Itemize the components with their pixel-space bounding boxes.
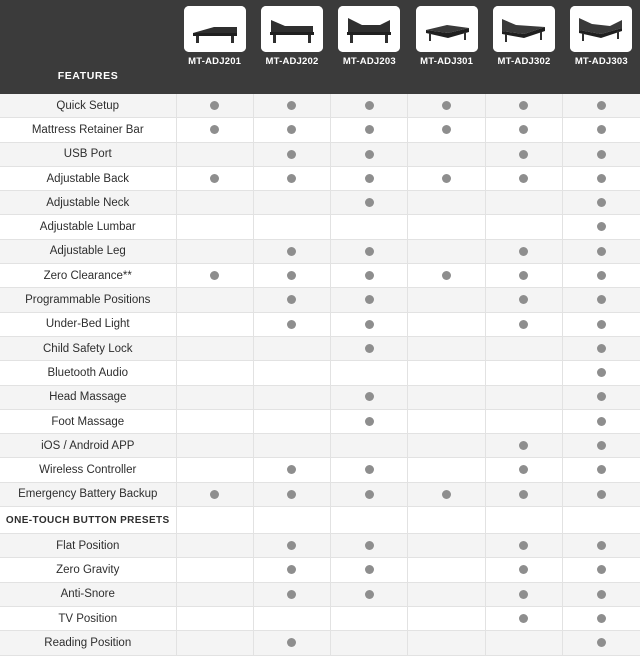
feature-dot: [519, 174, 528, 183]
feature-dot: [597, 614, 606, 623]
cell-16-0: [176, 482, 253, 506]
product-column-header-5: [485, 0, 562, 94]
feature-dot: [597, 490, 606, 499]
cell-3-2: [331, 166, 408, 190]
bed-zero-gravity-icon: [570, 6, 632, 52]
cell-19-3: [408, 582, 485, 606]
feature-dot: [597, 247, 606, 256]
table-row: [0, 558, 640, 582]
feature-dot: [365, 101, 374, 110]
cell-18-1: [253, 558, 330, 582]
cell-7-3: [408, 264, 485, 288]
cell-10-4: [485, 336, 562, 360]
section-spacer-5: [563, 507, 640, 534]
feature-dot: [519, 295, 528, 304]
cell-6-0: [176, 239, 253, 263]
feature-dot: [519, 125, 528, 134]
feature-dot: [287, 465, 296, 474]
feature-dot: [597, 198, 606, 207]
table-row: [0, 118, 640, 142]
feature-label: Flat Position: [0, 534, 176, 558]
cell-5-1: [253, 215, 330, 239]
feature-dot: [519, 247, 528, 256]
feature-label: Adjustable Leg: [0, 239, 176, 263]
cell-13-0: [176, 409, 253, 433]
product-column-header-4: [408, 0, 485, 94]
feature-dot: [287, 565, 296, 574]
feature-label: Foot Massage: [0, 409, 176, 433]
feature-dot: [287, 271, 296, 280]
cell-2-3: [408, 142, 485, 166]
feature-dot: [365, 565, 374, 574]
feature-dot: [365, 125, 374, 134]
feature-dot: [597, 465, 606, 474]
feature-dot: [519, 565, 528, 574]
feature-dot: [365, 198, 374, 207]
feature-dot: [597, 392, 606, 401]
feature-dot: [519, 590, 528, 599]
cell-2-1: [253, 142, 330, 166]
feature-dot: [210, 101, 219, 110]
table-row: [0, 409, 640, 433]
table-row: [0, 191, 640, 215]
cell-6-2: [331, 239, 408, 263]
feature-dot: [519, 465, 528, 474]
table-row: [0, 215, 640, 239]
cell-17-3: [408, 534, 485, 558]
cell-20-5: [563, 606, 640, 630]
cell-14-5: [563, 434, 640, 458]
product-column-header-3: [331, 0, 408, 94]
cell-16-3: [408, 482, 485, 506]
cell-19-4: [485, 582, 562, 606]
feature-dot: [597, 344, 606, 353]
cell-13-5: [563, 409, 640, 433]
cell-8-0: [176, 288, 253, 312]
cell-7-1: [253, 264, 330, 288]
cell-4-1: [253, 191, 330, 215]
feature-dot: [519, 614, 528, 623]
feature-dot: [287, 247, 296, 256]
cell-18-0: [176, 558, 253, 582]
cell-11-5: [563, 361, 640, 385]
cell-2-5: [563, 142, 640, 166]
cell-6-1: [253, 239, 330, 263]
feature-dot: [287, 125, 296, 134]
product-name-4: MT-ADJ301: [420, 56, 474, 67]
cell-9-5: [563, 312, 640, 336]
feature-label: Child Safety Lock: [0, 336, 176, 360]
cell-3-1: [253, 166, 330, 190]
cell-3-4: [485, 166, 562, 190]
cell-12-3: [408, 385, 485, 409]
cell-8-4: [485, 288, 562, 312]
cell-4-5: [563, 191, 640, 215]
cell-13-1: [253, 409, 330, 433]
feature-dot: [597, 565, 606, 574]
cell-6-4: [485, 239, 562, 263]
cell-1-3: [408, 118, 485, 142]
cell-9-0: [176, 312, 253, 336]
cell-11-2: [331, 361, 408, 385]
feature-dot: [597, 417, 606, 426]
cell-7-4: [485, 264, 562, 288]
section-spacer-2: [331, 507, 408, 534]
cell-9-4: [485, 312, 562, 336]
cell-5-2: [331, 215, 408, 239]
feature-label: Bluetooth Audio: [0, 361, 176, 385]
cell-15-1: [253, 458, 330, 482]
feature-label: Emergency Battery Backup: [0, 482, 176, 506]
cell-10-5: [563, 336, 640, 360]
feature-dot: [365, 344, 374, 353]
feature-label: Reading Position: [0, 631, 176, 655]
feature-dot: [365, 271, 374, 280]
feature-label: USB Port: [0, 142, 176, 166]
feature-dot: [287, 320, 296, 329]
feature-label: Wireless Controller: [0, 458, 176, 482]
cell-0-0: [176, 94, 253, 118]
cell-13-2: [331, 409, 408, 433]
section-spacer-3: [408, 507, 485, 534]
feature-dot: [210, 271, 219, 280]
cell-12-2: [331, 385, 408, 409]
table-row: [0, 582, 640, 606]
section-spacer-1: [253, 507, 330, 534]
cell-16-2: [331, 482, 408, 506]
cell-13-4: [485, 409, 562, 433]
cell-16-1: [253, 482, 330, 506]
cell-18-2: [331, 558, 408, 582]
cell-6-5: [563, 239, 640, 263]
feature-dot: [597, 222, 606, 231]
cell-15-0: [176, 458, 253, 482]
cell-15-5: [563, 458, 640, 482]
cell-13-3: [408, 409, 485, 433]
cell-3-0: [176, 166, 253, 190]
cell-16-5: [563, 482, 640, 506]
cell-18-4: [485, 558, 562, 582]
feature-dot: [442, 101, 451, 110]
table-row: [0, 606, 640, 630]
table-row: [0, 458, 640, 482]
cell-16-4: [485, 482, 562, 506]
cell-1-0: [176, 118, 253, 142]
bed-head-foot-raised-icon: [338, 6, 400, 52]
cell-15-2: [331, 458, 408, 482]
product-name-3: MT-ADJ203: [342, 56, 396, 67]
cell-14-4: [485, 434, 562, 458]
table-row: [0, 534, 640, 558]
table-header: [0, 0, 640, 94]
feature-dot: [519, 541, 528, 550]
cell-7-2: [331, 264, 408, 288]
cell-19-1: [253, 582, 330, 606]
cell-7-5: [563, 264, 640, 288]
feature-dot: [365, 295, 374, 304]
feature-dot: [287, 541, 296, 550]
cell-8-5: [563, 288, 640, 312]
section-spacer-0: [176, 507, 253, 534]
cell-12-5: [563, 385, 640, 409]
cell-3-3: [408, 166, 485, 190]
cell-10-2: [331, 336, 408, 360]
cell-9-1: [253, 312, 330, 336]
feature-dot: [597, 174, 606, 183]
cell-10-0: [176, 336, 253, 360]
cell-7-0: [176, 264, 253, 288]
table-row: [0, 166, 640, 190]
bed-head-raised-frame-icon: [493, 6, 555, 52]
cell-0-4: [485, 94, 562, 118]
product-name-6: MT-ADJ303: [574, 56, 628, 67]
cell-8-1: [253, 288, 330, 312]
cell-18-5: [563, 558, 640, 582]
feature-dot: [210, 174, 219, 183]
table-row: [0, 361, 640, 385]
table-row: [0, 94, 640, 118]
feature-dot: [597, 150, 606, 159]
feature-dot: [597, 590, 606, 599]
section-spacer-4: [485, 507, 562, 534]
feature-label: Head Massage: [0, 385, 176, 409]
product-name-5: MT-ADJ302: [497, 56, 551, 67]
cell-11-3: [408, 361, 485, 385]
table-row: [0, 288, 640, 312]
table-row: [0, 336, 640, 360]
cell-19-0: [176, 582, 253, 606]
cell-5-4: [485, 215, 562, 239]
feature-dot: [597, 101, 606, 110]
table-row: [0, 142, 640, 166]
cell-20-0: [176, 606, 253, 630]
feature-dot: [365, 150, 374, 159]
cell-12-4: [485, 385, 562, 409]
cell-9-2: [331, 312, 408, 336]
cell-21-1: [253, 631, 330, 655]
feature-dot: [519, 320, 528, 329]
table-body: [0, 94, 640, 655]
cell-11-1: [253, 361, 330, 385]
cell-17-5: [563, 534, 640, 558]
cell-8-2: [331, 288, 408, 312]
feature-dot: [442, 490, 451, 499]
bed-head-raised-icon: [261, 6, 323, 52]
cell-4-2: [331, 191, 408, 215]
bed-flat-icon: [184, 6, 246, 52]
cell-10-1: [253, 336, 330, 360]
feature-dot: [365, 392, 374, 401]
cell-12-0: [176, 385, 253, 409]
cell-5-0: [176, 215, 253, 239]
cell-3-5: [563, 166, 640, 190]
cell-15-4: [485, 458, 562, 482]
cell-19-5: [563, 582, 640, 606]
feature-dot: [365, 417, 374, 426]
cell-14-2: [331, 434, 408, 458]
cell-6-3: [408, 239, 485, 263]
feature-dot: [365, 590, 374, 599]
cell-1-4: [485, 118, 562, 142]
feature-dot: [442, 125, 451, 134]
section-label: ONE-TOUCH BUTTON PRESETS: [0, 507, 176, 534]
cell-14-1: [253, 434, 330, 458]
feature-label: TV Position: [0, 606, 176, 630]
cell-20-1: [253, 606, 330, 630]
feature-dot: [287, 590, 296, 599]
cell-10-3: [408, 336, 485, 360]
cell-12-1: [253, 385, 330, 409]
feature-dot: [597, 125, 606, 134]
feature-dot: [365, 490, 374, 499]
features-column-header: FEATURES: [0, 0, 176, 94]
cell-4-4: [485, 191, 562, 215]
cell-17-4: [485, 534, 562, 558]
feature-label: Mattress Retainer Bar: [0, 118, 176, 142]
cell-14-3: [408, 434, 485, 458]
feature-dot: [287, 490, 296, 499]
table-row: [0, 385, 640, 409]
product-name-1: MT-ADJ201: [188, 56, 242, 67]
feature-dot: [365, 465, 374, 474]
cell-11-0: [176, 361, 253, 385]
table-row: [0, 434, 640, 458]
cell-0-3: [408, 94, 485, 118]
cell-0-5: [563, 94, 640, 118]
product-name-2: MT-ADJ202: [265, 56, 319, 67]
cell-2-4: [485, 142, 562, 166]
feature-label: Zero Clearance**: [0, 264, 176, 288]
feature-label: Adjustable Back: [0, 166, 176, 190]
cell-15-3: [408, 458, 485, 482]
cell-4-0: [176, 191, 253, 215]
feature-dot: [287, 174, 296, 183]
feature-dot: [519, 271, 528, 280]
bed-flat-frame-icon: [416, 6, 478, 52]
cell-21-5: [563, 631, 640, 655]
feature-dot: [365, 320, 374, 329]
feature-dot: [597, 320, 606, 329]
feature-label: Programmable Positions: [0, 288, 176, 312]
cell-9-3: [408, 312, 485, 336]
cell-20-2: [331, 606, 408, 630]
product-column-header-1: [176, 0, 253, 94]
cell-4-3: [408, 191, 485, 215]
feature-dot: [597, 368, 606, 377]
feature-dot: [519, 150, 528, 159]
cell-5-5: [563, 215, 640, 239]
feature-dot: [597, 541, 606, 550]
feature-dot: [287, 150, 296, 159]
cell-20-3: [408, 606, 485, 630]
feature-dot: [210, 490, 219, 499]
feature-dot: [519, 441, 528, 450]
feature-dot: [210, 125, 219, 134]
product-column-header-2: [253, 0, 330, 94]
cell-21-4: [485, 631, 562, 655]
cell-17-1: [253, 534, 330, 558]
feature-label: Quick Setup: [0, 94, 176, 118]
feature-dot: [365, 174, 374, 183]
feature-label: Adjustable Lumbar: [0, 215, 176, 239]
feature-dot: [365, 247, 374, 256]
cell-11-4: [485, 361, 562, 385]
cell-19-2: [331, 582, 408, 606]
feature-dot: [597, 441, 606, 450]
feature-label: iOS / Android APP: [0, 434, 176, 458]
cell-21-3: [408, 631, 485, 655]
feature-dot: [287, 295, 296, 304]
table-row: [0, 264, 640, 288]
feature-label: Anti-Snore: [0, 582, 176, 606]
cell-8-3: [408, 288, 485, 312]
cell-1-2: [331, 118, 408, 142]
cell-1-5: [563, 118, 640, 142]
cell-1-1: [253, 118, 330, 142]
feature-dot: [365, 541, 374, 550]
feature-dot: [597, 638, 606, 647]
feature-dot: [442, 271, 451, 280]
table-row: [0, 239, 640, 263]
feature-dot: [519, 101, 528, 110]
feature-dot: [519, 490, 528, 499]
feature-label: Adjustable Neck: [0, 191, 176, 215]
feature-label: Zero Gravity: [0, 558, 176, 582]
product-column-header-6: [563, 0, 640, 94]
feature-label: Under-Bed Light: [0, 312, 176, 336]
feature-dot: [597, 271, 606, 280]
feature-dot: [287, 638, 296, 647]
cell-17-2: [331, 534, 408, 558]
cell-0-1: [253, 94, 330, 118]
feature-dot: [597, 295, 606, 304]
cell-2-2: [331, 142, 408, 166]
cell-18-3: [408, 558, 485, 582]
cell-2-0: [176, 142, 253, 166]
feature-dot: [287, 101, 296, 110]
section-header-row: [0, 507, 640, 534]
feature-dot: [442, 174, 451, 183]
table-row: [0, 631, 640, 655]
table-row: [0, 482, 640, 506]
cell-17-0: [176, 534, 253, 558]
cell-0-2: [331, 94, 408, 118]
table-row: [0, 312, 640, 336]
cell-14-0: [176, 434, 253, 458]
cell-21-2: [331, 631, 408, 655]
cell-21-0: [176, 631, 253, 655]
cell-5-3: [408, 215, 485, 239]
cell-20-4: [485, 606, 562, 630]
